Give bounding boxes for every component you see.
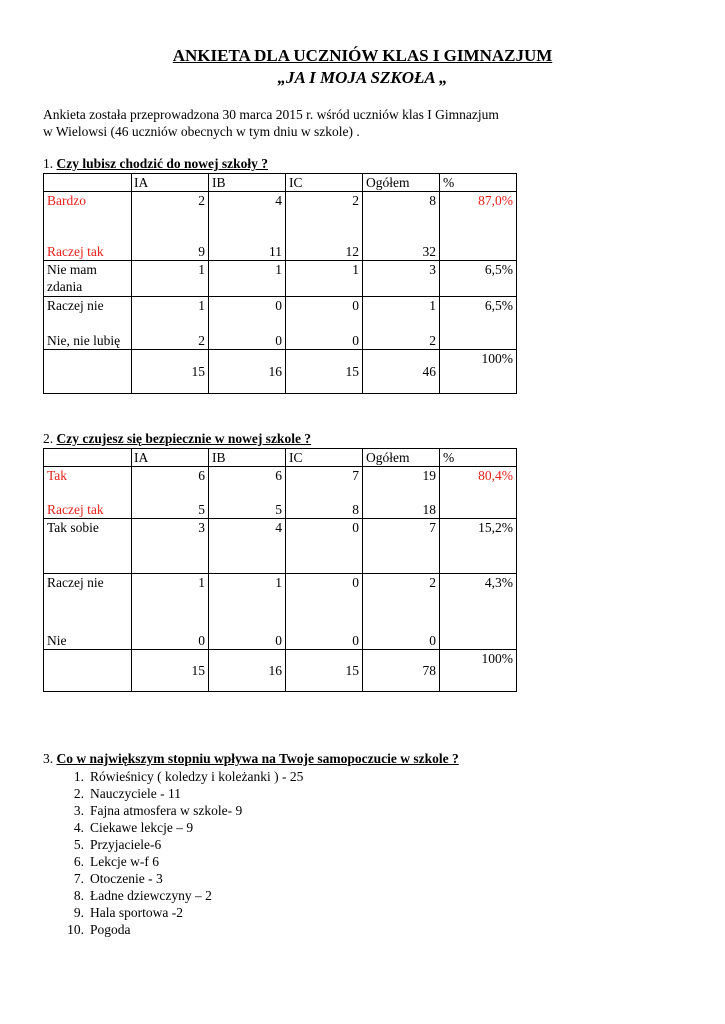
value: 2: [429, 575, 436, 590]
table-row: [44, 650, 517, 692]
row-label: [44, 519, 132, 574]
value-cell: [286, 192, 363, 261]
value-cell: [286, 650, 363, 692]
row-label-text: Raczej nie: [47, 575, 104, 590]
q1-table: [43, 173, 517, 394]
row-label: [44, 297, 132, 350]
row-label: [44, 192, 132, 261]
value-cell: [209, 350, 286, 394]
column-header: Ogółem: [363, 449, 440, 467]
column-header: %: [440, 174, 517, 192]
value-cell: [132, 650, 209, 692]
value: 16: [268, 364, 282, 379]
q3-number: 3.: [43, 751, 54, 766]
value: 1: [275, 575, 282, 590]
list-item-text: Przyjaciele-6: [90, 837, 162, 852]
value: 0: [352, 333, 359, 348]
list-item-number: 9.: [73, 905, 84, 920]
value: 4: [275, 520, 282, 535]
list-item-text: Fajna atmosfera w szkole- 9: [90, 803, 243, 818]
row-label: [44, 574, 132, 650]
list-item: [43, 802, 303, 819]
intro-paragraph: [43, 106, 499, 140]
list-item: [43, 853, 303, 870]
value-cell: [132, 350, 209, 394]
column-header: IA: [132, 449, 209, 467]
value-cell: [363, 467, 440, 519]
list-item-number: 5.: [73, 837, 84, 852]
value: 15: [345, 663, 359, 678]
percent-cell: 100%: [440, 650, 517, 692]
value: 0: [429, 633, 436, 648]
value-cell: [286, 574, 363, 650]
row-label: [44, 467, 132, 519]
list-item-text: Otoczenie - 3: [90, 871, 163, 886]
value: 2: [198, 193, 205, 208]
value-cell: [209, 297, 286, 350]
row-label-text: Raczej tak: [47, 244, 104, 259]
column-header: %: [440, 449, 517, 467]
value: 5: [198, 502, 205, 517]
value: 3: [429, 262, 436, 277]
value-cell: [286, 519, 363, 574]
q2-question: Czy czujesz się bezpiecznie w nowej szkole ?: [56, 431, 312, 446]
table-row: [44, 261, 517, 297]
column-header: IC: [286, 174, 363, 192]
list-item: [43, 836, 303, 853]
row-label: [44, 261, 132, 297]
percent-cell: 15,2%: [440, 519, 517, 574]
value: 32: [422, 244, 436, 259]
list-item: [43, 921, 303, 938]
value-cell: [363, 297, 440, 350]
q3-question: Co w największym stopniu wpływa na Twoje samopoczucie w szkole ?: [56, 751, 459, 766]
q1-number: 1.: [43, 156, 54, 171]
row-label-text: Nie, nie lubię: [47, 333, 121, 348]
value: 6: [275, 468, 282, 483]
table-row: [44, 297, 517, 350]
value: 0: [352, 520, 359, 535]
value: 15: [345, 364, 359, 379]
value-cell: [132, 297, 209, 350]
q2-number: 2.: [43, 431, 54, 446]
percent-cell: 87,0%: [440, 192, 517, 261]
table-row: [44, 350, 517, 394]
value-cell: [209, 574, 286, 650]
value: 15: [191, 364, 205, 379]
value: 6: [198, 468, 205, 483]
list-item: [43, 887, 303, 904]
table-row: [44, 519, 517, 574]
value: 1: [198, 298, 205, 313]
value-cell: [363, 261, 440, 297]
intro-line-1: Ankieta została przeprowadzona 30 marca 2015 r. wśród uczniów klas I Gimnazjum: [43, 107, 499, 122]
value-cell: [209, 467, 286, 519]
q3-heading: [43, 751, 459, 767]
value: 11: [269, 244, 282, 259]
list-item-text: Hala sportowa -2: [90, 905, 183, 920]
column-header: IA: [132, 174, 209, 192]
value: 0: [275, 298, 282, 313]
value-cell: [132, 574, 209, 650]
row-label-text: Raczej tak: [47, 502, 104, 517]
value: 1: [429, 298, 436, 313]
value: 2: [198, 333, 205, 348]
row-label-text: Bardzo: [47, 193, 86, 208]
value-cell: [286, 261, 363, 297]
list-item-text: Ciekawe lekcje – 9: [90, 820, 194, 835]
list-item-number: 7.: [73, 871, 84, 886]
list-item: [43, 904, 303, 921]
table-row: [44, 467, 517, 519]
list-item-number: 4.: [73, 820, 84, 835]
value: 1: [198, 575, 205, 590]
value: 12: [345, 244, 359, 259]
list-item-text: Lekcje w-f 6: [90, 854, 159, 869]
value-cell: [132, 467, 209, 519]
list-item-number: 1.: [73, 769, 84, 784]
page-title: ANKIETA DLA UCZNIÓW KLAS I GIMNAZJUM: [172, 46, 553, 65]
value: 2: [429, 333, 436, 348]
list-item: [43, 768, 303, 785]
value: 16: [268, 663, 282, 678]
intro-line-2: w Wielowsi (46 uczniów obecnych w tym dniu w szkole) .: [43, 124, 360, 139]
value: 3: [198, 520, 205, 535]
value: 0: [275, 333, 282, 348]
list-item: [43, 785, 303, 802]
value-cell: [363, 192, 440, 261]
percent-cell: 4,3%: [440, 574, 517, 650]
q1-question: Czy lubisz chodzić do nowej szkoły ?: [56, 156, 269, 171]
value: 78: [422, 663, 436, 678]
header-blank: [44, 449, 132, 467]
list-item-number: 3.: [73, 803, 84, 818]
list-item-number: 2.: [73, 786, 84, 801]
value-cell: [286, 350, 363, 394]
value: 0: [352, 298, 359, 313]
row-label: [44, 350, 132, 394]
list-item-text: Pogoda: [90, 922, 131, 937]
value-cell: [132, 261, 209, 297]
list-item-text: Nauczyciele - 11: [90, 786, 181, 801]
value-cell: [286, 467, 363, 519]
value: 19: [422, 468, 436, 483]
q1-heading: [43, 156, 268, 172]
value-cell: [286, 297, 363, 350]
table-header-row: [44, 449, 517, 467]
row-label-text: Nie: [47, 633, 67, 648]
column-header: Ogółem: [363, 174, 440, 192]
value-cell: [132, 519, 209, 574]
value: 2: [352, 193, 359, 208]
q2-heading: [43, 431, 311, 447]
percent-cell: 100%: [440, 350, 517, 394]
row-label-text: Raczej nie: [47, 298, 104, 313]
list-item: [43, 819, 303, 836]
value-cell: [209, 519, 286, 574]
column-header: IB: [209, 449, 286, 467]
value: 5: [275, 502, 282, 517]
value: 0: [352, 633, 359, 648]
value-cell: [363, 519, 440, 574]
list-item-number: 6.: [73, 854, 84, 869]
value: 9: [198, 244, 205, 259]
value: 0: [352, 575, 359, 590]
value: 8: [429, 193, 436, 208]
value: 8: [352, 502, 359, 517]
list-item: [43, 870, 303, 887]
value: 4: [275, 193, 282, 208]
list-item-text: Rówieśnicy ( koledzy i koleżanki ) - 25: [90, 769, 304, 784]
value: 7: [352, 468, 359, 483]
row-label-text: zdania: [47, 279, 83, 294]
q2-table: [43, 448, 517, 692]
value: 0: [275, 633, 282, 648]
q3-list: [43, 768, 303, 938]
value-cell: [209, 650, 286, 692]
value: 1: [352, 262, 359, 277]
value: 46: [422, 364, 436, 379]
page-subtitle: „JA I MOJA SZKOŁA „: [277, 68, 448, 87]
row-label-text: Tak: [47, 468, 68, 483]
value: 15: [191, 663, 205, 678]
percent-cell: 80,4%: [440, 467, 517, 519]
row-label: [44, 650, 132, 692]
header-blank: [44, 174, 132, 192]
value-cell: [363, 574, 440, 650]
value-cell: [363, 350, 440, 394]
value: 7: [429, 520, 436, 535]
percent-cell: 6,5%: [440, 297, 517, 350]
percent-cell: 6,5%: [440, 261, 517, 297]
value-cell: [363, 650, 440, 692]
column-header: IB: [209, 174, 286, 192]
value: 18: [422, 502, 436, 517]
list-item-number: 8.: [73, 888, 84, 903]
row-label-text: Nie mam: [47, 262, 97, 277]
list-item-text: Ładne dziewczyny – 2: [90, 888, 212, 903]
table-row: [44, 574, 517, 650]
column-header: IC: [286, 449, 363, 467]
value-cell: [132, 192, 209, 261]
list-item-number: 10.: [67, 922, 84, 937]
table-row: [44, 192, 517, 261]
value-cell: [209, 261, 286, 297]
row-label-text: Tak sobie: [47, 520, 99, 535]
table-header-row: [44, 174, 517, 192]
value: 1: [275, 262, 282, 277]
value: 0: [198, 633, 205, 648]
value-cell: [209, 192, 286, 261]
value: 1: [198, 262, 205, 277]
